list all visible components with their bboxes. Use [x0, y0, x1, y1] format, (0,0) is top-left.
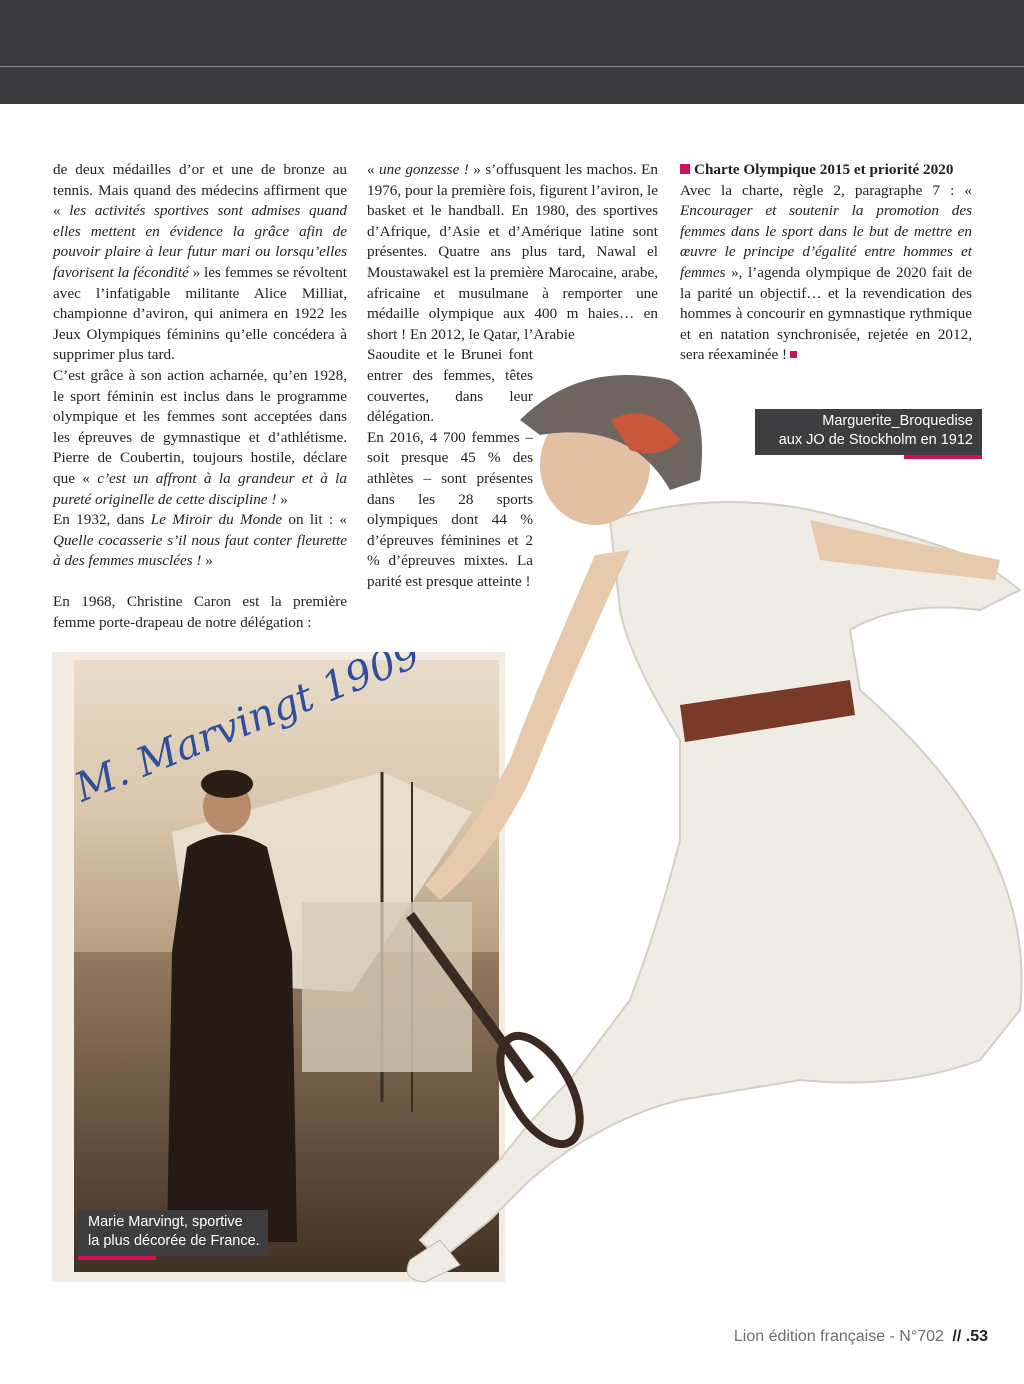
header-rule — [0, 66, 1024, 67]
paragraph: de deux médailles d’or et une de bronze au tennis. Mais quand des médecins affirment que « les activités sportives sont admises quand elles mettent en évidence la grâce afin de pouvoir plaire à leur futur mari ou lorsqu’elles favorisent la fécondité » les femmes se révoltent avec l’infatigable militante Alice Milliat, championne d’aviron, qui animera en 1922 les Jeux Olympiques féminins qu’elle concédera à supprimer plus tard. — [53, 161, 348, 364]
caption-accent-bar — [78, 1256, 156, 1260]
photo-caption-marvingt — [78, 1210, 268, 1256]
caption-line: la plus décorée de France. — [88, 1233, 260, 1249]
caption-line: aux JO de Stockholm en 1912 — [778, 432, 973, 448]
photo-caption-broquedis — [755, 409, 982, 455]
paragraph: En 1968, Christine Caron est la première femme porte-drapeau de notre délégation : — [53, 593, 347, 632]
article-column-3 — [680, 160, 972, 366]
page-number: .53 — [965, 1328, 988, 1345]
end-mark-icon — [790, 351, 797, 358]
header-bar — [0, 0, 1024, 104]
caption-line: Marguerite_Broquedise — [822, 413, 973, 429]
paragraph: Avec la charte, règle 2, paragraphe 7 : « Encourager et soutenir la promotion des femmes dans le sport dans le but de mettre en œuvre le principe d’égalité entre hommes et femmes », l’agenda olympique de 2020 fait de la parité un objectif… et la revendication des hommes à concourir en gymnastique rythmique et en natation synchronisée, rejetée en 2012, sera réexaminée ! — [680, 181, 972, 364]
paragraph: En 2016, 4 700 femmes – soit presque 45 % des athlètes – sont présentes dans les 28 sports olympiques dont 44 % d’épreuves féminines et 2 % d’épreuves mixtes. La parité est presque atteinte ! — [367, 428, 533, 590]
paragraph: En 1932, dans Le Miroir du Monde on lit : « Quelle cocasserie s’il nous faut conter fleurette à des femmes musclées ! » — [53, 511, 347, 570]
caption-accent-bar — [904, 455, 982, 459]
paragraph: C’est grâce à son action acharnée, qu’en 1928, le sport féminin est inclus dans le programme olympique et les femmes sont acceptées dans les épreuves de gymnastique et d’athlétisme. Pierre de Coubertin, toujours hostile, déclare que « c’est un affront à la grandeur et à la pureté originelle de cette discipline ! » — [53, 366, 347, 508]
narrow-text-block — [367, 345, 533, 592]
publication-name: Lion édition française - N°702 — [733, 1328, 944, 1345]
section-heading: Charte Olympique 2015 et priorité 2020 — [680, 160, 972, 181]
article-column-2 — [367, 160, 658, 592]
paragraph: Saoudite et le Brunei font entrer des femmes, têtes couvertes, dans leur délégation. — [367, 346, 533, 426]
signature-handwriting: M. Marvingt 1909 — [68, 652, 427, 812]
page-footer — [734, 1328, 988, 1346]
footer-separator: // — [952, 1328, 962, 1345]
article-column-1 — [53, 160, 347, 634]
paragraph: « une gonzesse ! » s’offusquent les machos. En 1976, pour la première fois, figurent l’aviron, le basket et le handball. En 1980, des sportives d’Afrique, d’Asie et d’Amérique latine sont présentes. Quatre ans plus tard, Nawal el Moustawakel est la première Marocaine, arabe, africaine et musulmane à remporter une médaille olympique aux 400 m haies… en short ! En 2012, le Qatar, l’Arabie — [367, 161, 659, 343]
caption-line: Marie Marvingt, sportive — [88, 1214, 243, 1230]
accent-square-icon — [680, 164, 690, 174]
